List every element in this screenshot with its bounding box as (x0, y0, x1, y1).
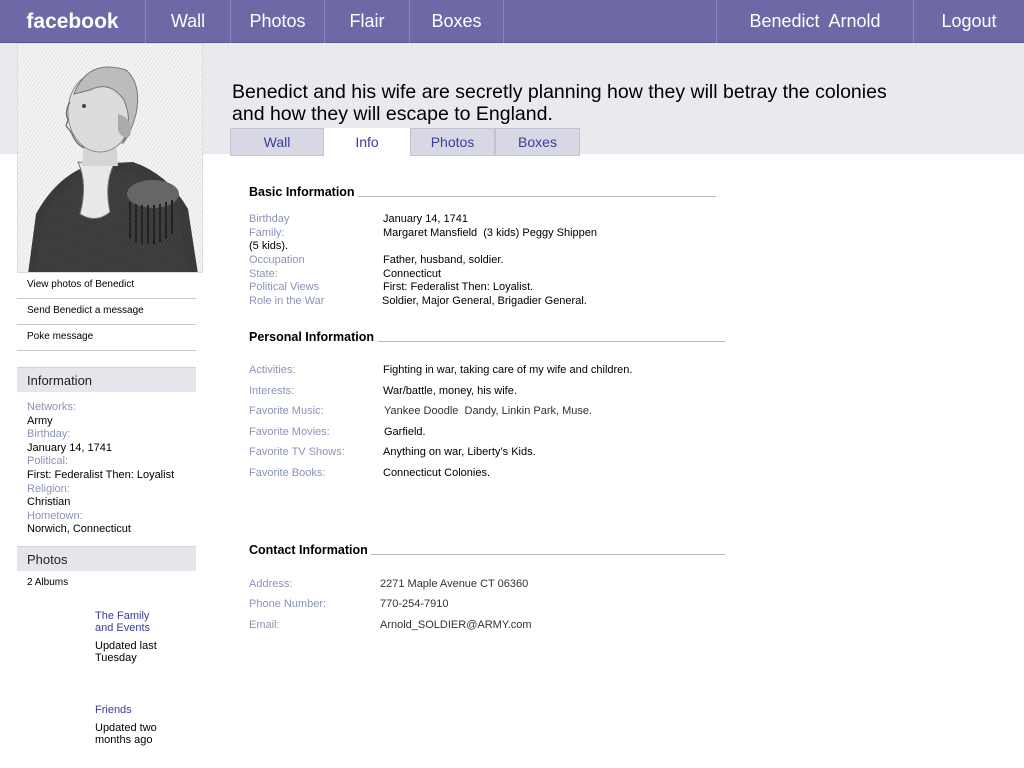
tv-label: Favorite TV Shows: (249, 446, 345, 458)
basic-birthday-value: January 14, 1741 (383, 213, 469, 225)
nav-photos-link[interactable]: Photos (231, 0, 325, 43)
nav-wall-link[interactable]: Wall (146, 0, 231, 43)
sidebar-information-header: Information (17, 367, 196, 392)
movies-label: Favorite Movies: (249, 426, 330, 438)
sidebar-information-list (27, 401, 174, 537)
email-label: Email: (249, 619, 280, 631)
religion-label: Religion: (27, 482, 70, 495)
facebook-logo[interactable]: facebook (0, 0, 146, 43)
basic-info-title: Basic Information (249, 185, 355, 199)
basic-occupation-value: Father, husband, soldier. (383, 254, 504, 266)
activities-label: Activities: (249, 364, 296, 376)
poke-link[interactable]: Poke message (17, 325, 196, 351)
birthday-label: Birthday: (27, 428, 71, 441)
religion-value: Christian (27, 496, 71, 509)
address-label: Address: (249, 578, 293, 590)
tv-value: Anything on war, Liberty’s Kids. (383, 446, 536, 458)
tab-wall[interactable]: Wall (230, 128, 324, 156)
album-family-updated (95, 640, 157, 664)
album-updated-line: Updated two (95, 722, 157, 734)
hometown-value: Norwich, Connecticut (27, 523, 131, 536)
books-value: Connecticut Colonies. (383, 467, 491, 479)
album-title-line: and Events (95, 622, 151, 634)
basic-birthday-label: Birthday (249, 213, 290, 225)
interests-label: Interests: (249, 385, 295, 397)
hometown-label: Hometown: (27, 509, 83, 522)
books-label: Favorite Books: (249, 467, 326, 479)
top-nav-bar (0, 0, 1024, 43)
basic-political-value: First: Federalist Then: Loyalist. (383, 281, 534, 293)
music-value: Yankee Doodle Dandy, Linkin Park, Muse. (384, 405, 593, 417)
tab-boxes[interactable]: Boxes (495, 128, 580, 156)
personal-info-title: Personal Information (249, 330, 375, 344)
contact-info-title: Contact Information (249, 543, 368, 557)
albums-count[interactable]: 2 Albums (27, 577, 69, 588)
basic-family-value: Margaret Mansfield (3 kids) Peggy Shippen (383, 227, 597, 239)
view-photos-link[interactable]: View photos of Benedict (17, 273, 196, 299)
basic-state-value: Connecticut (383, 268, 442, 280)
networks-value[interactable]: Army (27, 414, 53, 427)
sidebar-photos-header: Photos (17, 546, 196, 571)
album-updated-line: Updated last (95, 640, 157, 652)
nav-user-name[interactable]: Benedict Arnold (716, 0, 914, 43)
portrait-image (18, 44, 203, 273)
phone-value: 770-254-7910 (380, 598, 449, 610)
profile-actions (17, 273, 196, 351)
birthday-value: January 14, 1741 (27, 441, 113, 454)
basic-political-label: Political Views (249, 281, 320, 293)
basic-info-divider (358, 196, 716, 197)
send-message-link[interactable]: Send Benedict a message (17, 299, 196, 325)
album-updated-line: Tuesday (95, 652, 137, 664)
political-label: Political: (27, 455, 68, 468)
music-label: Favorite Music: (249, 405, 324, 417)
nav-flair-link[interactable]: Flair (325, 0, 410, 43)
nav-boxes-link[interactable]: Boxes (410, 0, 504, 43)
basic-role-label: Role in the War (249, 295, 325, 307)
album-updated-line: months ago (95, 734, 153, 746)
basic-occupation-label: Occupation (249, 254, 305, 266)
email-value[interactable]: Arnold_SOLDIER@ARMY.com (380, 619, 532, 631)
activities-value: Fighting in war, taking care of my wife and children. (383, 364, 633, 376)
networks-label: Networks: (27, 401, 76, 413)
basic-state-label: State: (249, 268, 278, 280)
interests-value: War/battle, money, his wife. (383, 385, 517, 397)
album-friends-title[interactable]: Friends (95, 704, 132, 716)
basic-role-value: Soldier, Major General, Brigadier General. (382, 295, 587, 307)
logout-link[interactable]: Logout (941, 11, 997, 31)
album-family-title[interactable] (95, 610, 150, 634)
basic-family-value-cont: (5 kids). (249, 240, 289, 252)
profile-status-text: Benedict and his wife are secretly planning how they will betray the colonies and how they will escape to England. (232, 81, 887, 125)
contact-info-divider (371, 554, 725, 555)
personal-info-divider (378, 341, 725, 342)
album-friends-updated (95, 722, 157, 746)
profile-picture[interactable] (17, 43, 203, 273)
political-value: First: Federalist Then: Loyalist (27, 468, 175, 481)
tab-info[interactable]: Info (324, 128, 410, 156)
basic-family-label: Family: (249, 227, 285, 239)
movies-value: Garfield. (384, 426, 426, 438)
phone-label: Phone Number: (249, 598, 327, 610)
address-value: 2271 Maple Avenue CT 06360 (380, 578, 529, 590)
tab-photos[interactable]: Photos (410, 128, 495, 156)
album-title-line: The Family (95, 610, 150, 622)
